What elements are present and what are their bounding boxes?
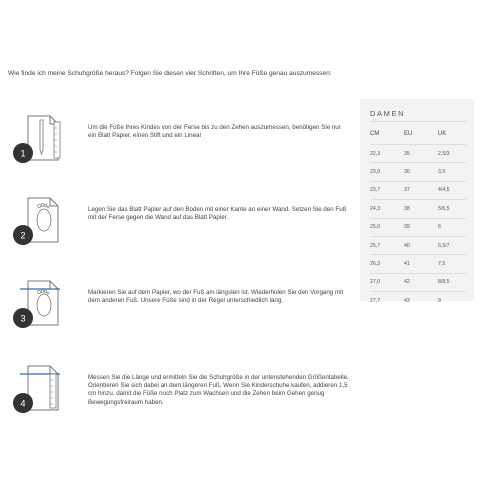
cell-uk: 4/4,5: [438, 181, 466, 199]
cell-eu: 40: [404, 236, 438, 254]
table-row: [370, 292, 466, 310]
cell-uk: 7,5: [438, 255, 466, 273]
column-header-cm: CM: [370, 131, 380, 137]
cell-eu: 39: [404, 218, 438, 236]
cell-uk: 9: [438, 292, 466, 310]
size-table-title: DAMEN: [370, 109, 406, 118]
cell-eu: 37: [404, 181, 438, 199]
table-row: [370, 163, 466, 181]
intro-text: Wie finde ich meine Schuhgröße heraus? Folgen Sie diesen vier Schritten, um Ihre Füße genau auszumessen:: [8, 70, 332, 77]
cell-eu: 41: [404, 255, 438, 273]
step-1-text: Um die Füße Ihres Kindes von der Ferse bis zu den Zehen auszumessen, benötigen Sie nur ein Blatt Papier, einen Stift und ein Lineal: [88, 124, 341, 140]
cell-cm: 27,7: [370, 292, 404, 310]
step-number-badge: [12, 392, 34, 414]
step-number-badge: [12, 142, 34, 164]
cell-cm: 27,0: [370, 273, 404, 291]
cell-uk: 2,5/3: [438, 145, 466, 163]
step-4-text: Messen Sie die Länge und ermitteln Sie die Schuhgröße in der untenstehenden Größentabelle. Orientieren Sie sich dabei an dem längeren Fuß. Wenn Sie Kinderschuhe kaufen, addieren 1,5 cm hinzu, damit die Füße noch Platz zum Wachsen und die Zehen beim Gehen genug Bewegungsfreiraum haben.: [88, 374, 349, 406]
cell-cm: 23,0: [370, 163, 404, 181]
cell-cm: 25,0: [370, 218, 404, 236]
cell-cm: 24,3: [370, 200, 404, 218]
svg-text:4: 4: [20, 398, 26, 409]
step-3: [10, 275, 350, 335]
cell-cm: 23,7: [370, 181, 404, 199]
cell-uk: 6,5/7: [438, 236, 466, 254]
table-row: [370, 218, 466, 236]
table-row: [370, 145, 466, 163]
column-header-uk: UK: [438, 131, 447, 137]
size-table-panel: [360, 99, 474, 304]
step-1: [10, 110, 350, 170]
cell-eu: 36: [404, 163, 438, 181]
cell-uk: 6: [438, 218, 466, 236]
table-header-row: [370, 129, 466, 145]
svg-text:1: 1: [20, 148, 26, 159]
cell-eu: 42: [404, 273, 438, 291]
cell-cm: 26,3: [370, 255, 404, 273]
cell-uk: 5/5,5: [438, 200, 466, 218]
cell-cm: 25,7: [370, 236, 404, 254]
step-2-text: Legen Sie das Blatt Papier auf den Boden mit einer Kante an einer Wand. Setzen Sie den Fuß mit der Ferse gegen die Wand auf das Blatt Papier.: [88, 206, 347, 222]
cell-eu: 43: [404, 292, 438, 310]
table-row: [370, 236, 466, 254]
cell-uk: 3,5: [438, 163, 466, 181]
divider: [370, 121, 466, 122]
cell-cm: 22,3: [370, 145, 404, 163]
table-row: [370, 255, 466, 273]
size-table: [370, 129, 466, 310]
cell-uk: 8/8,5: [438, 273, 466, 291]
cell-eu: 35: [404, 145, 438, 163]
table-row: [370, 181, 466, 199]
cell-eu: 38: [404, 200, 438, 218]
step-2: [10, 192, 350, 252]
table-row: [370, 273, 466, 291]
svg-text:3: 3: [20, 313, 26, 324]
step-number-badge: [12, 224, 34, 246]
step-3-text: Markieren Sie auf dem Papier, wo der Fuß am längsten ist. Wiederholen Sie den Vorgang mit dem anderen Fuß. Unsere Füße sind in der Regel unterschiedlich lang.: [88, 289, 344, 305]
step-number-badge: [12, 307, 34, 329]
table-row: [370, 200, 466, 218]
step-4: [10, 360, 350, 420]
column-header-eu: EU: [404, 131, 413, 137]
svg-text:2: 2: [20, 230, 26, 241]
